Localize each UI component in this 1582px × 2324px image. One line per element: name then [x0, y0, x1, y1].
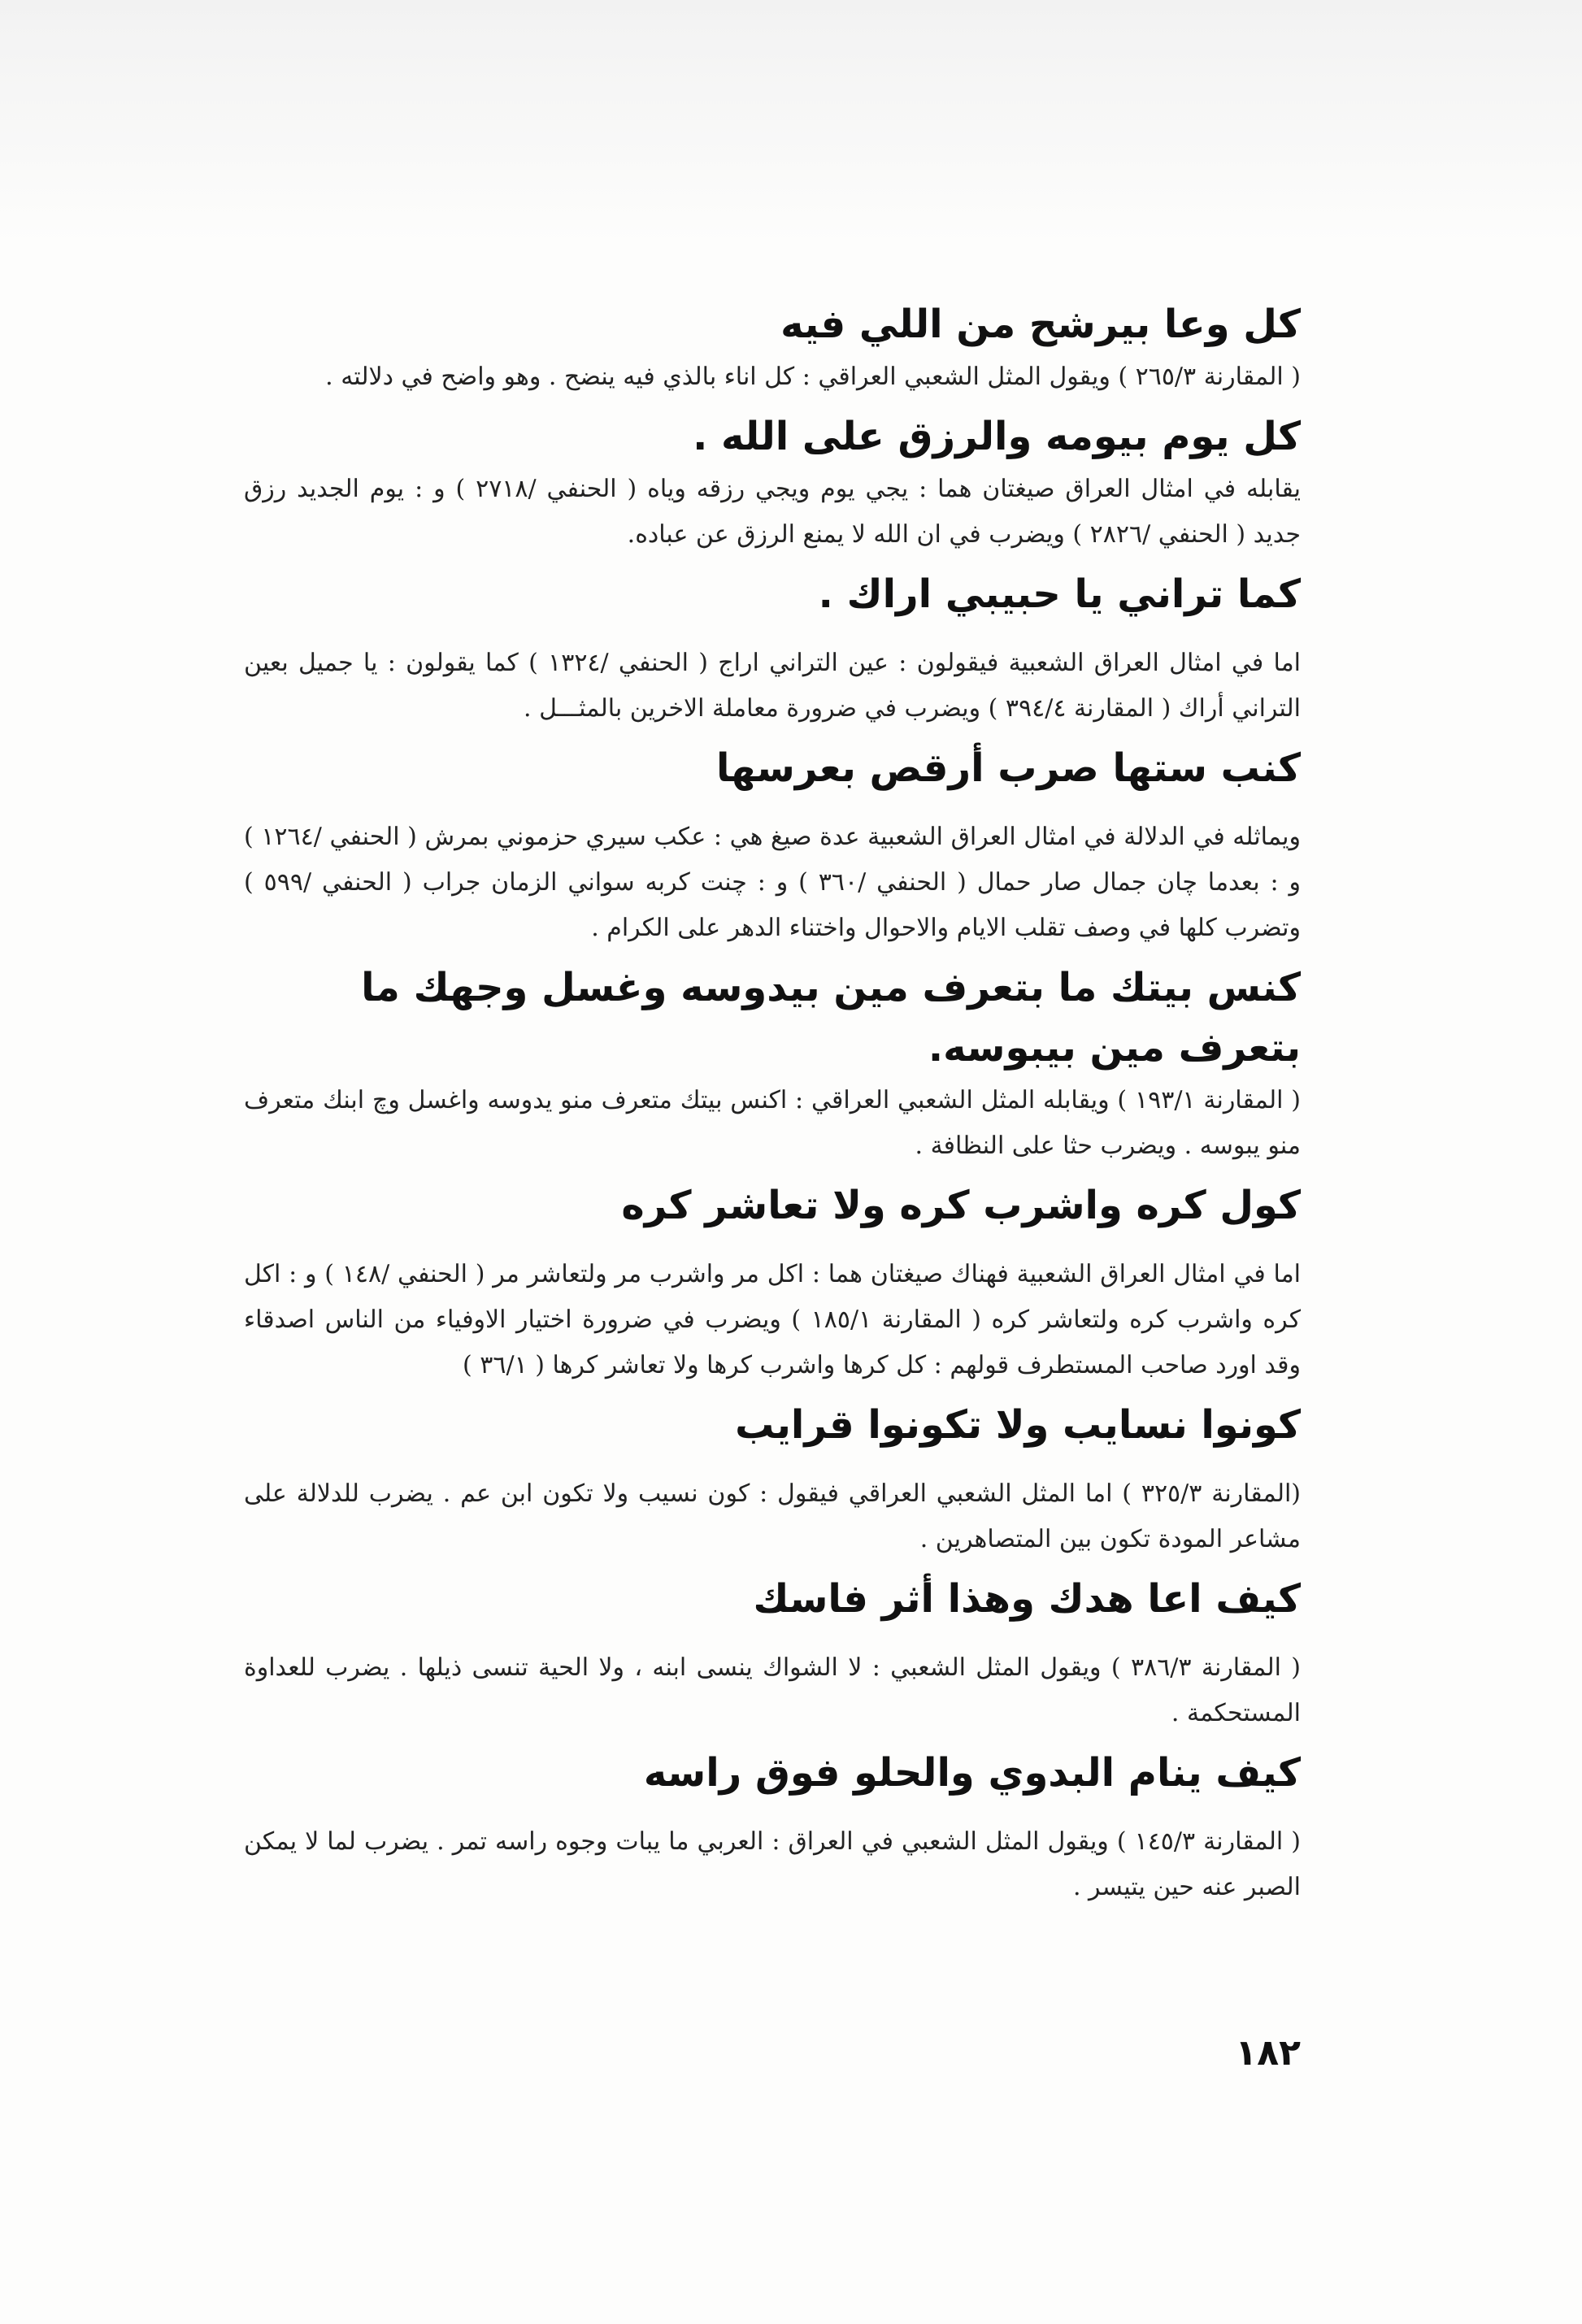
- proverb-entry: [244, 1569, 1301, 1736]
- proverb-entry: [244, 738, 1301, 951]
- proverb-title: كنب ستها صرب أرقص بعرسها: [715, 745, 1301, 791]
- proverb-body: ( المقارنة ١٩٣/١ ) ويقابله المثل الشعبي العراقي : اكنس بيتك متعرف منو يدوسه واغسل وچ ابنك متعرف منو يبوسه . ويضرب حثا على النظافة .: [244, 1086, 1301, 1160]
- proverb-body: اما في امثال العراق الشعبية فهناك صيغتان هما : اكل مر واشرب مر ولتعاشر مر ( الحنفي /١٤٨ ) و : اكل كره واشرب كره ولتعاشر كره ( المقارنة ١٨٥/١ ) ويضرب في ضرورة اختيار الاوفياء من الناس اصدقاء وقد اورد صاحب المستطرف قولهم : كل كرها واشرب كرها ولا تعاشر كرها ( ٣٦/١ ): [244, 1260, 1301, 1379]
- proverb-body: ( المقارنة ٢٦٥/٣ ) ويقول المثل الشعبي العراقي : كل اناء بالذي فيه ينضح . وهو واضح في دلالته .: [325, 363, 1301, 391]
- proverb-body: ( المقارنة ٣٨٦/٣ ) ويقول المثل الشعبي : لا الشواك ينسى ابنه ، ولا الحية تنسى ذيلها . يضرب للعداوة المستحكمة .: [244, 1653, 1301, 1727]
- proverb-body: ( المقارنة ١٤٥/٣ ) ويقول المثل الشعبي في العراق : العربي ما يبات وجوه راسه تمر . يضرب لما لا يمكن الصبر عنه حين يتيسر .: [244, 1827, 1301, 1901]
- proverb-entry: [244, 406, 1301, 558]
- proverb-title: كما تراني يا حبيبي اراك .: [818, 571, 1301, 617]
- page-content: [244, 294, 1301, 1917]
- proverb-title: كنس بيتك ما بتعرف مين بيدوسه وغسل وجهك ما بتعرف مين بيبوسه.: [361, 965, 1301, 1071]
- proverb-title: كل وعا بيرشح من اللي فيه: [780, 302, 1301, 347]
- scan-shading: [0, 0, 1582, 244]
- proverb-entry: [244, 1395, 1301, 1562]
- proverb-title: كيف اعا هدك وهذا أثر فاسك: [753, 1576, 1301, 1622]
- proverb-title: كول كره واشرب كره ولا تعاشر كره: [621, 1183, 1301, 1228]
- proverb-title: كيف ينام البدوي والحلو فوق راسه: [643, 1750, 1301, 1796]
- proverb-title: كل يوم بيومه والرزق على الله .: [693, 414, 1301, 459]
- proverb-entry: [244, 1175, 1301, 1388]
- proverb-entry: [244, 564, 1301, 732]
- proverb-title: كونوا نسايب ولا تكونوا قرايب: [735, 1402, 1301, 1448]
- proverb-body: اما في امثال العراق الشعبية فيقولون : عين التراني اراج ( الحنفي /١٣٢٤ ) كما يقولون : يا جميل بعين التراني أراك ( المقارنة ٣٩٤/٤ ) ويضرب في ضرورة معاملة الاخرين بالمثـــل .: [244, 649, 1302, 723]
- proverb-body: يقابله في امثال العراق صيغتان هما : يجي يوم ويجي رزقه وياه ( الحنفي /٢٧١٨ ) و : يوم الجديد رزق جديد ( الحنفي /٢٨٢٦ ) ويضرب في ان الله لا يمنع الرزق عن عباده.: [244, 475, 1302, 549]
- proverb-body: (المقارنة ٣٢٥/٣ ) اما المثل الشعبي العراقي فيقول : كون نسيب ولا تكون ابن عم . يضرب للدلالة على مشاعر المودة تكون بين المتصاهرين .: [244, 1479, 1302, 1553]
- page-number: ١٨٢: [1235, 2032, 1301, 2074]
- proverb-body: ويماثله في الدلالة في امثال العراق الشعبية عدة صيغ هي : عكب سيري حزموني بمرش ( الحنفي /١٢٦٤ ) و : بعدما چان جمال صار حمال ( الحنفي /٣٦٠ ) و : چنت كربه سواني الزمان جراب ( الحنفي /٥٩٩ ) وتضرب كلها في وصف تقلب الايام والاحوال واختناء الدهر على الكرام .: [244, 823, 1301, 942]
- proverb-entry: [244, 1743, 1301, 1910]
- proverb-entry: [244, 294, 1301, 400]
- proverb-entry: [244, 958, 1301, 1169]
